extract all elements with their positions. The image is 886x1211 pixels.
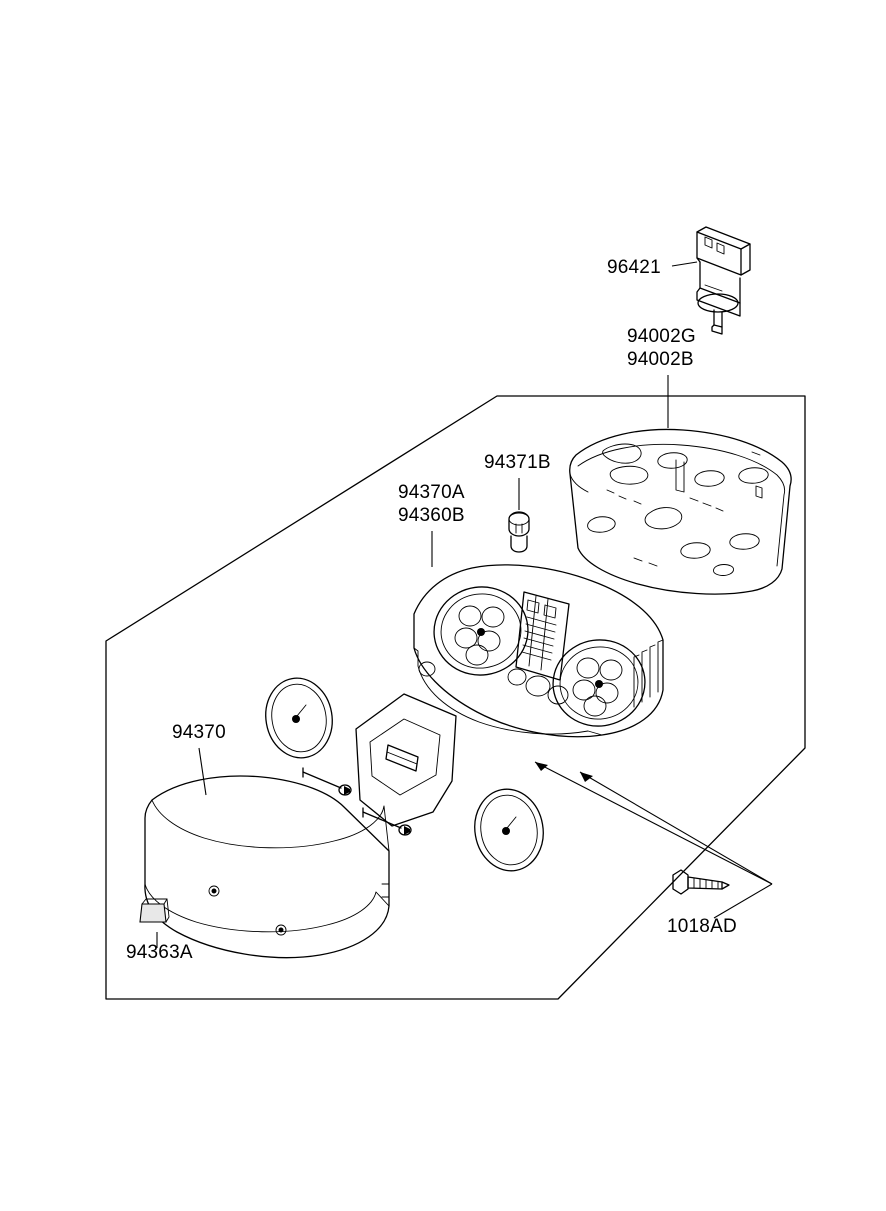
part-gauge-upper [260,673,339,763]
part-94370-front-lens [145,776,389,958]
part-label-94370: 94370 [172,722,226,743]
part-label-94360B: 94360B [398,505,465,526]
part-94370A-cluster-body [414,565,663,737]
part-label-94002G: 94002G [627,326,696,347]
part-label-1018AD: 1018AD [667,916,737,937]
part-label-94371B: 94371B [484,452,551,473]
part-94363A-nameplate [140,899,169,922]
part-pin-upper [303,768,351,795]
part-94002-rear-housing [570,429,791,594]
part-96421-switch [697,227,750,334]
part-gauge-lower [468,784,549,877]
part-94371B-bulb [509,512,529,552]
leader-1018AD [535,762,772,918]
leader-94370 [199,748,206,795]
leader-96421 [672,262,697,266]
part-label-94002B: 94002B [627,349,694,370]
part-label-94370A: 94370A [398,482,465,503]
part-label-96421: 96421 [607,257,661,278]
part-center-bracket [356,694,456,826]
part-label-94363A: 94363A [126,942,193,963]
